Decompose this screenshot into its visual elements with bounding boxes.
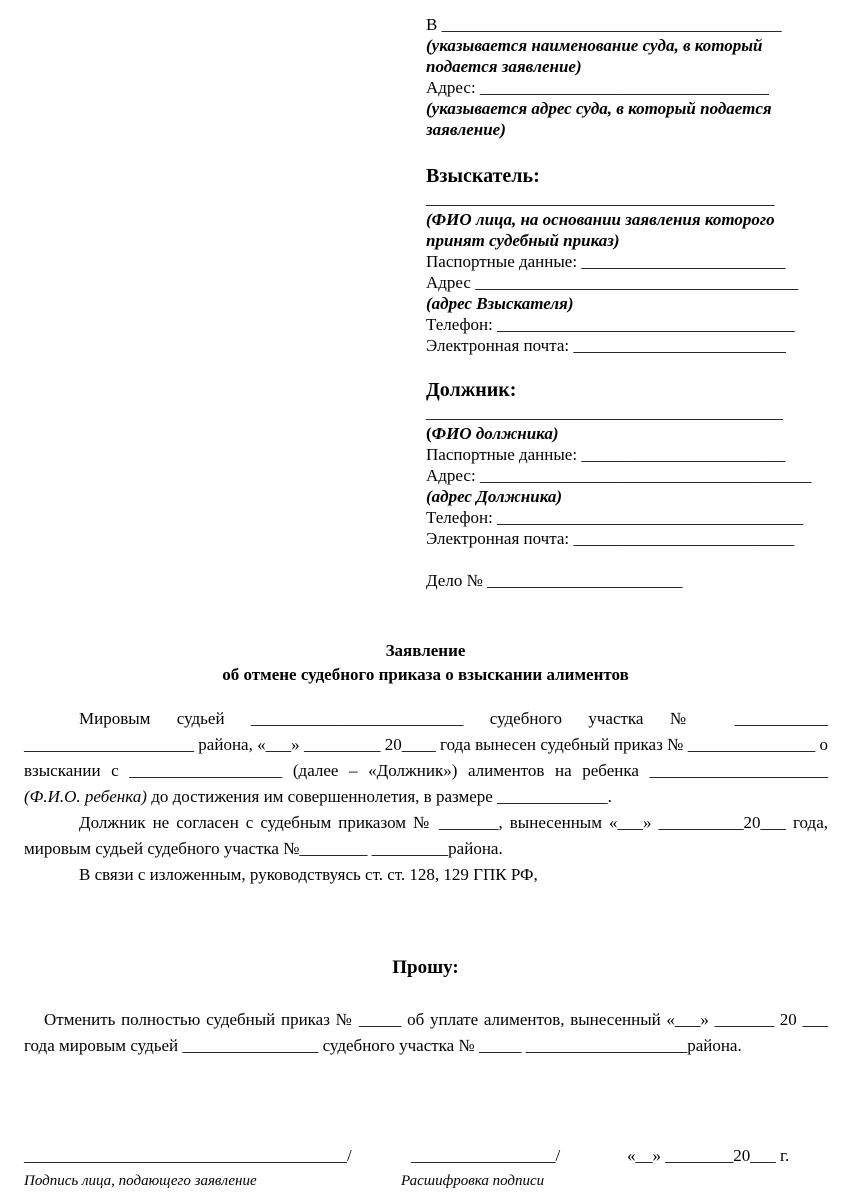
claimant-name-hint: (ФИО лица, на основании заявления которого принят судебный приказ) (426, 210, 775, 250)
paragraph-disagreement: Должник не согласен с судебным приказом № _______, вынесенным «___» __________20___ года, мировым судьей судебного участка №________ _________района. (24, 813, 828, 858)
claimant-address-line: Адрес ______________________________________ (426, 273, 799, 292)
debtor-address-line: Адрес: _______________________________________ (426, 466, 812, 485)
signature-block (24, 1146, 828, 1196)
signature-date-line: «__» ________20___ г. (627, 1146, 790, 1165)
paragraph-court-order-text: Мировым судьей _________________________ судебного участка № ___________ ____________________ района, «___» _________ 20____ года вынесен судебный приказ № _______________ о взыскании с __________________ (далее – «Должник») алиментов на ребенка _____________________ (24, 709, 828, 780)
claimant-name-line: _________________________________________ (426, 189, 775, 208)
request-text: Отменить полностью судебный приказ № _____ об уплате алиментов, вынесенный «___» _______ 20 ___ года мировым судьей ________________ судебного участка № _____ ___________________района. (24, 1010, 828, 1055)
addressee-block (426, 14, 828, 591)
document-title: Заявление (385, 641, 466, 660)
debtor-passport-line: Паспортные данные: ________________________ (426, 445, 786, 464)
claimant-address-hint: (адрес Взыскателя) (426, 294, 574, 313)
court-address-line: Адрес: __________________________________ (426, 78, 769, 97)
court-name-line: В ________________________________________ (426, 15, 782, 34)
debtor-address-hint: (адрес Должника) (426, 487, 563, 506)
signature-decode-caption: Расшифровка подписи (401, 1173, 545, 1189)
court-name-hint: (указывается наименование суда, в который подается заявление) (426, 36, 763, 76)
signature-line: ______________________________________/ (24, 1146, 352, 1165)
debtor-name-hint-row (426, 423, 828, 444)
debtor-name-hint: ФИО должника) (431, 424, 559, 443)
statement-body (24, 706, 828, 888)
claimant-email-line: Электронная почта: _________________________ (426, 336, 786, 355)
claimant-phone-line: Телефон: ___________________________________ (426, 315, 795, 334)
document-subtitle: об отмене судебного приказа о взыскании алиментов (222, 665, 629, 684)
signature-caption: Подпись лица, подающего заявление (24, 1173, 257, 1189)
debtor-phone-line: Телефон: ____________________________________ (426, 508, 804, 527)
debtor-title: Должник: (426, 379, 517, 401)
paragraph-legal-basis: В связи с изложенным, руководствуясь ст. ст. 128, 129 ГПК РФ, (79, 865, 538, 884)
claimant-title: Взыскатель: (426, 165, 540, 187)
child-name-hint: (Ф.И.О. ребенка) (24, 787, 147, 806)
debtor-email-line: Электронная почта: __________________________ (426, 529, 795, 548)
court-address-hint: (указывается адрес суда, в который подается заявление) (426, 99, 772, 139)
request-title: Прошу: (392, 957, 459, 978)
paragraph-court-order (24, 706, 828, 810)
case-number-line: Дело № _______________________ (426, 571, 683, 590)
debtor-name-line: __________________________________________ (426, 403, 783, 422)
signature-decode-line: _________________/ (411, 1146, 561, 1165)
debtor-name-hint-paren: ( (426, 424, 432, 443)
paragraph-court-order-tail: до достижения им совершеннолетия, в размере _____________. (146, 787, 612, 806)
claimant-passport-line: Паспортные данные: ________________________ (426, 252, 786, 271)
